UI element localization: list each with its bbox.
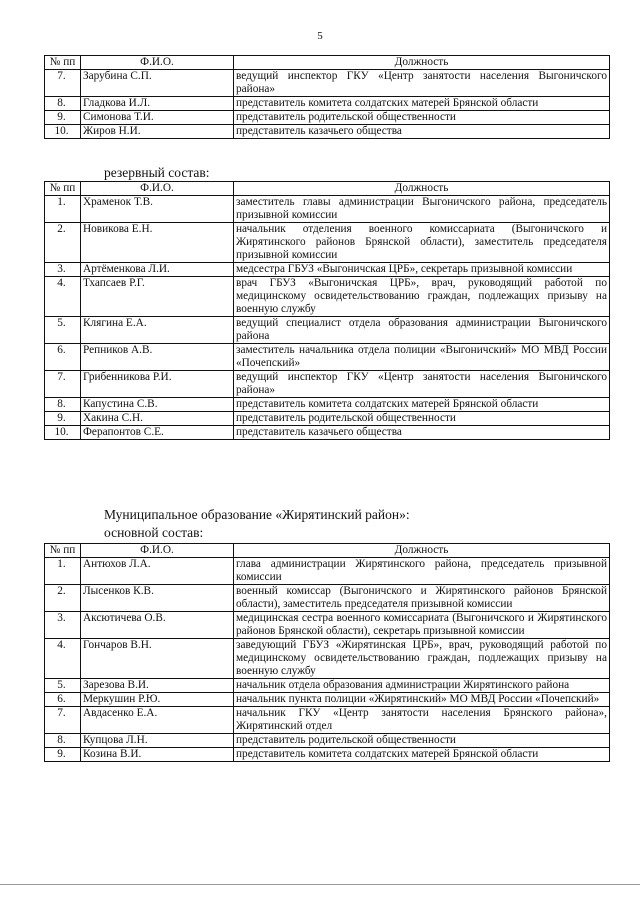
person-position: представитель казачьего общества	[234, 125, 610, 139]
person-position: заместитель главы администрации Выгоничского района, председатель призывной комиссии	[234, 196, 610, 223]
table-row	[45, 679, 610, 693]
row-number: 1.	[45, 558, 81, 585]
person-name: Хакина С.Н.	[81, 412, 234, 426]
person-name: Гладкова И.Л.	[81, 97, 234, 111]
person-position: начальник отдела образования администрации Жирятинского района	[234, 679, 610, 693]
person-position: глава администрации Жирятинского района, председатель призывной комиссии	[234, 558, 610, 585]
table-header-row	[45, 56, 610, 70]
row-number: 9.	[45, 111, 81, 125]
person-name: Козина В.И.	[81, 748, 234, 762]
person-position: ведущий инспектор ГКУ «Центр занятости населения Выгоничского района»	[234, 371, 610, 398]
person-name: Зарезова В.И.	[81, 679, 234, 693]
person-position: начальник пункта полиции «Жирятинский» МО МВД России «Почепский»	[234, 693, 610, 707]
person-name: Тхапсаев Р.Г.	[81, 277, 234, 317]
row-number: 1.	[45, 196, 81, 223]
header-name: Ф.И.О.	[81, 56, 234, 70]
table-row	[45, 277, 610, 317]
table-row	[45, 371, 610, 398]
table-row	[45, 707, 610, 734]
row-number: 8.	[45, 97, 81, 111]
table-row	[45, 344, 610, 371]
person-name: Авдасенко Е.А.	[81, 707, 234, 734]
person-name: Аксютичева О.В.	[81, 612, 234, 639]
table-row	[45, 612, 610, 639]
header-position: Должность	[234, 182, 610, 196]
person-name: Храменок Т.В.	[81, 196, 234, 223]
header-num: № пп	[45, 544, 81, 558]
person-name: Грибенникова Р.И.	[81, 371, 234, 398]
person-position: начальник отделения военного комиссариата (Выгоничского и Жирятинского районов Брянской области), заместитель председателя призывной комиссии	[234, 223, 610, 263]
row-number: 9.	[45, 748, 81, 762]
header-position: Должность	[234, 544, 610, 558]
row-number: 8.	[45, 734, 81, 748]
person-name: Артёменкова Л.И.	[81, 263, 234, 277]
header-name: Ф.И.О.	[81, 544, 234, 558]
roster-table-zhiryatino	[44, 543, 610, 762]
person-name: Новикова Е.Н.	[81, 223, 234, 263]
table-row	[45, 693, 610, 707]
table-header-row	[45, 182, 610, 196]
table-row	[45, 196, 610, 223]
table-row	[45, 748, 610, 762]
page-number: 5	[317, 30, 323, 42]
table-row	[45, 558, 610, 585]
row-number: 5.	[45, 679, 81, 693]
table-row	[45, 111, 610, 125]
roster-table-continued	[44, 55, 610, 139]
person-position: представитель комитета солдатских матерей Брянской области	[234, 97, 610, 111]
table-row	[45, 317, 610, 344]
person-position: заведующий ГБУЗ «Жирятинская ЦРБ», врач, руководящий работой по медицинскому освидетельствованию граждан, подлежащих призыву на военную службу	[234, 639, 610, 679]
table-row	[45, 426, 610, 440]
header-num: № пп	[45, 182, 81, 196]
table-row	[45, 585, 610, 612]
person-position: представитель родительской общественности	[234, 734, 610, 748]
person-position: начальник ГКУ «Центр занятости населения Брянского района», Жирятинский отдел	[234, 707, 610, 734]
row-number: 2.	[45, 223, 81, 263]
reserve-section-title: резервный состав:	[104, 165, 210, 180]
person-name: Жиров Н.И.	[81, 125, 234, 139]
table-row	[45, 125, 610, 139]
row-number: 7.	[45, 70, 81, 97]
person-name: Ферапонтов С.Е.	[81, 426, 234, 440]
main-composition-title: основной состав:	[104, 525, 204, 540]
header-name: Ф.И.О.	[81, 182, 234, 196]
row-number: 3.	[45, 263, 81, 277]
row-number: 5.	[45, 317, 81, 344]
table-row	[45, 734, 610, 748]
person-position: представитель родительской общественности	[234, 412, 610, 426]
person-name: Купцова Л.Н.	[81, 734, 234, 748]
roster-table-reserve	[44, 181, 610, 440]
person-position: медсестра ГБУЗ «Выгоничская ЦРБ», секретарь призывной комиссии	[234, 263, 610, 277]
row-number: 9.	[45, 412, 81, 426]
row-number: 10.	[45, 426, 81, 440]
row-number: 4.	[45, 277, 81, 317]
row-number: 10.	[45, 125, 81, 139]
person-name: Зарубина С.П.	[81, 70, 234, 97]
row-number: 6.	[45, 693, 81, 707]
person-name: Клягина Е.А.	[81, 317, 234, 344]
row-number: 6.	[45, 344, 81, 371]
row-number: 7.	[45, 371, 81, 398]
person-position: заместитель начальника отдела полиции «Выгоничский» МО МВД России «Почепский»	[234, 344, 610, 371]
person-position: ведущий специалист отдела образования администрации Выгоничского района	[234, 317, 610, 344]
municipality-title: Муниципальное образование «Жирятинский район»:	[104, 507, 410, 522]
person-name: Репников А.В.	[81, 344, 234, 371]
person-name: Гончаров В.Н.	[81, 639, 234, 679]
header-position: Должность	[234, 56, 610, 70]
table-row	[45, 263, 610, 277]
person-position: военный комиссар (Выгоничского и Жирятинского районов Брянской области), заместитель председателя призывной комиссии	[234, 585, 610, 612]
header-num: № пп	[45, 56, 81, 70]
person-name: Симонова Т.И.	[81, 111, 234, 125]
person-position: врач ГБУЗ «Выгоничская ЦРБ», врач, руководящий работой по медицинскому освидетельствованию граждан, подлежащих призыву на военную службу	[234, 277, 610, 317]
row-number: 4.	[45, 639, 81, 679]
row-number: 7.	[45, 707, 81, 734]
person-name: Лысенков К.В.	[81, 585, 234, 612]
table-row	[45, 412, 610, 426]
table-row	[45, 398, 610, 412]
row-number: 3.	[45, 612, 81, 639]
page-bottom-rule	[0, 884, 640, 885]
row-number: 8.	[45, 398, 81, 412]
person-name: Капустина С.В.	[81, 398, 234, 412]
table-row	[45, 97, 610, 111]
row-number: 2.	[45, 585, 81, 612]
table-row	[45, 223, 610, 263]
person-name: Антюхов Л.А.	[81, 558, 234, 585]
table-row	[45, 70, 610, 97]
person-position: медицинская сестра военного комиссариата (Выгоничского и Жирятинского районов Брянской области), секретарь призывной комиссии	[234, 612, 610, 639]
person-position: ведущий инспектор ГКУ «Центр занятости населения Выгоничского района»	[234, 70, 610, 97]
table-header-row	[45, 544, 610, 558]
person-position: представитель комитета солдатских матерей Брянской области	[234, 398, 610, 412]
person-position: представитель казачьего общества	[234, 426, 610, 440]
table-row	[45, 639, 610, 679]
person-position: представитель комитета солдатских матерей Брянской области	[234, 748, 610, 762]
person-position: представитель родительской общественности	[234, 111, 610, 125]
person-name: Меркушин Р.Ю.	[81, 693, 234, 707]
